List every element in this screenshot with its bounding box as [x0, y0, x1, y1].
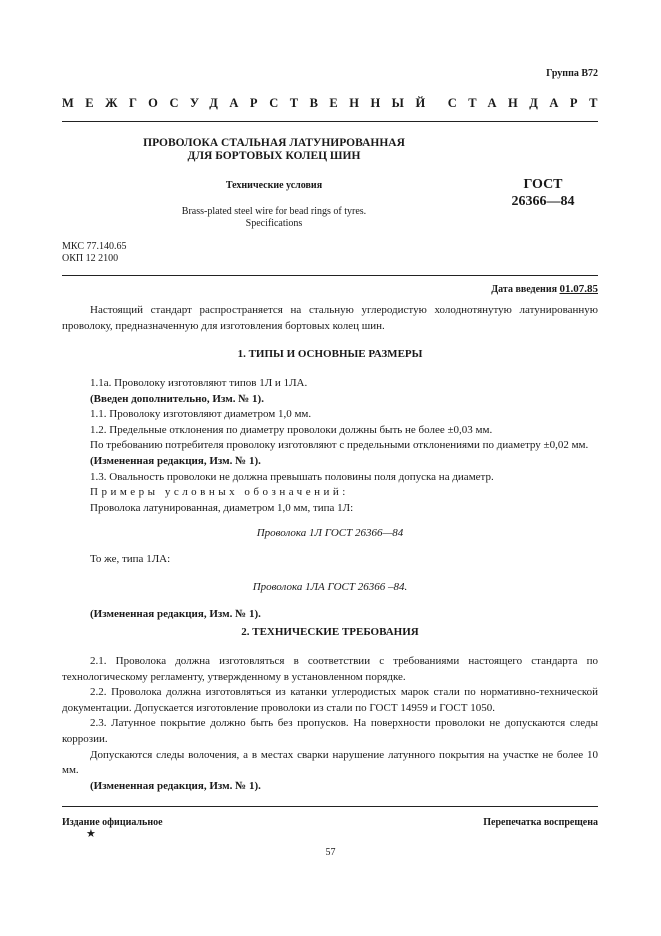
- official-edition-label: Издание официальное: [62, 817, 163, 828]
- middle-rule: [62, 275, 598, 276]
- para-2-3: 2.3. Латунное покрытие должно быть без пропусков. На поверхности проволоки не допускаются следы коррозии.: [62, 717, 598, 745]
- effective-date-value: 01.07.85: [559, 283, 598, 295]
- para-2-1: 2.1. Проволока должна изготовляться в соответствии с требованиями настоящего стандарта по технологическому регламенту, утвержденному в установленном порядке.: [62, 655, 598, 683]
- footer-rule: [62, 806, 598, 807]
- okp-code: ОКП 12 2100: [62, 253, 119, 264]
- effective-date: [491, 283, 598, 295]
- classification-codes: [62, 241, 126, 265]
- para-amendment-note: (Измененная редакция, Изм. № 1).: [90, 779, 261, 792]
- standard-banner: [62, 96, 609, 111]
- example-designation-2: Проволока 1ЛА ГОСТ 26366 –84.: [252, 580, 408, 593]
- title-line-1: ПРОВОЛОКА СТАЛЬНАЯ ЛАТУНИРОВАННАЯ: [143, 137, 405, 149]
- english-title-line-1: Brass-plated steel wire for bead rings of tyres.: [181, 206, 367, 217]
- reprint-prohibited-label: Перепечатка воспрещена: [483, 817, 598, 828]
- group-code: Группа В72: [546, 68, 598, 79]
- para-1-2-cont: По требованию потребителя проволоку изготовляют с предельными отклонениями по диаметру ±0,02 мм.: [90, 439, 589, 452]
- para-amendment-note: (Измененная редакция, Изм. № 1).: [90, 608, 261, 621]
- para-2-3-cont: Допускаются следы волочения, а в местах сварки нарушение латунного покрытия на участке не более 10 мм.: [62, 748, 598, 777]
- top-rule: [62, 121, 598, 122]
- para-1-2: 1.2. Предельные отклонения по диаметру проволоки должны быть не более ±0,03 мм.: [90, 423, 493, 436]
- intro-paragraph: [62, 303, 598, 334]
- gost-label: ГОСТ: [523, 177, 563, 192]
- example-designation-1: Проволока 1Л ГОСТ 26366—84: [256, 527, 404, 540]
- document-title: [100, 137, 448, 163]
- star-icon: ★: [86, 828, 96, 840]
- gost-code: 26366—84: [511, 194, 575, 209]
- para-1-1: 1.1. Проволоку изготовляют диаметром 1,0 мм.: [90, 408, 312, 421]
- para-examples-label: Примеры условных обозначений:: [90, 486, 349, 499]
- para-amendment-note: (Измененная редакция, Изм. № 1).: [90, 454, 261, 467]
- intro-text: Настоящий стандарт распространяется на стальную углеродистую холоднотянутую латунированную проволоку, предназначенную для изготовления бортовых колец шин.: [62, 304, 598, 332]
- section-1-body: [62, 376, 598, 623]
- mks-code: МКС 77.140.65: [62, 241, 127, 252]
- banner-right: СТАНДАРТ: [447, 96, 609, 110]
- para-2-2: 2.2. Проволока должна изготовляться из катанки углеродистых марок стали по нормативно-технической документации. Допускается изготовление проволоки из стали по ГОСТ 14959 и ГОСТ 1050.: [62, 686, 598, 714]
- english-title: [100, 206, 448, 230]
- para-example-desc-1: Проволока латунированная, диаметром 1,0 мм, типа 1Л:: [90, 501, 354, 514]
- effective-date-label: Дата введения: [491, 284, 557, 295]
- para-1-3: 1.3. Овальность проволоки не должна превышать половины поля допуска на диаметр.: [90, 470, 494, 483]
- section-2-body: [62, 654, 598, 794]
- section-2-heading: 2. ТЕХНИЧЕСКИЕ ТРЕБОВАНИЯ: [241, 626, 419, 638]
- para-example-desc-2: То же, типа 1ЛА:: [90, 552, 171, 565]
- page-number: 57: [325, 847, 336, 858]
- english-title-line-2: Specifications: [245, 218, 303, 229]
- gost-number: [488, 176, 598, 210]
- title-line-2: ДЛЯ БОРТОВЫХ КОЛЕЦ ШИН: [187, 150, 361, 162]
- para-1-1a: 1.1а. Проволоку изготовляют типов 1Л и 1ЛА.: [90, 377, 308, 389]
- section-1-heading: 1. ТИПЫ И ОСНОВНЫЕ РАЗМЕРЫ: [237, 348, 423, 360]
- banner-left: МЕЖГОСУДАРСТВЕННЫЙ: [62, 96, 437, 110]
- document-subtitle: Технические условия: [225, 180, 323, 191]
- para-amendment-note: (Введен дополнительно, Изм. № 1).: [90, 392, 264, 405]
